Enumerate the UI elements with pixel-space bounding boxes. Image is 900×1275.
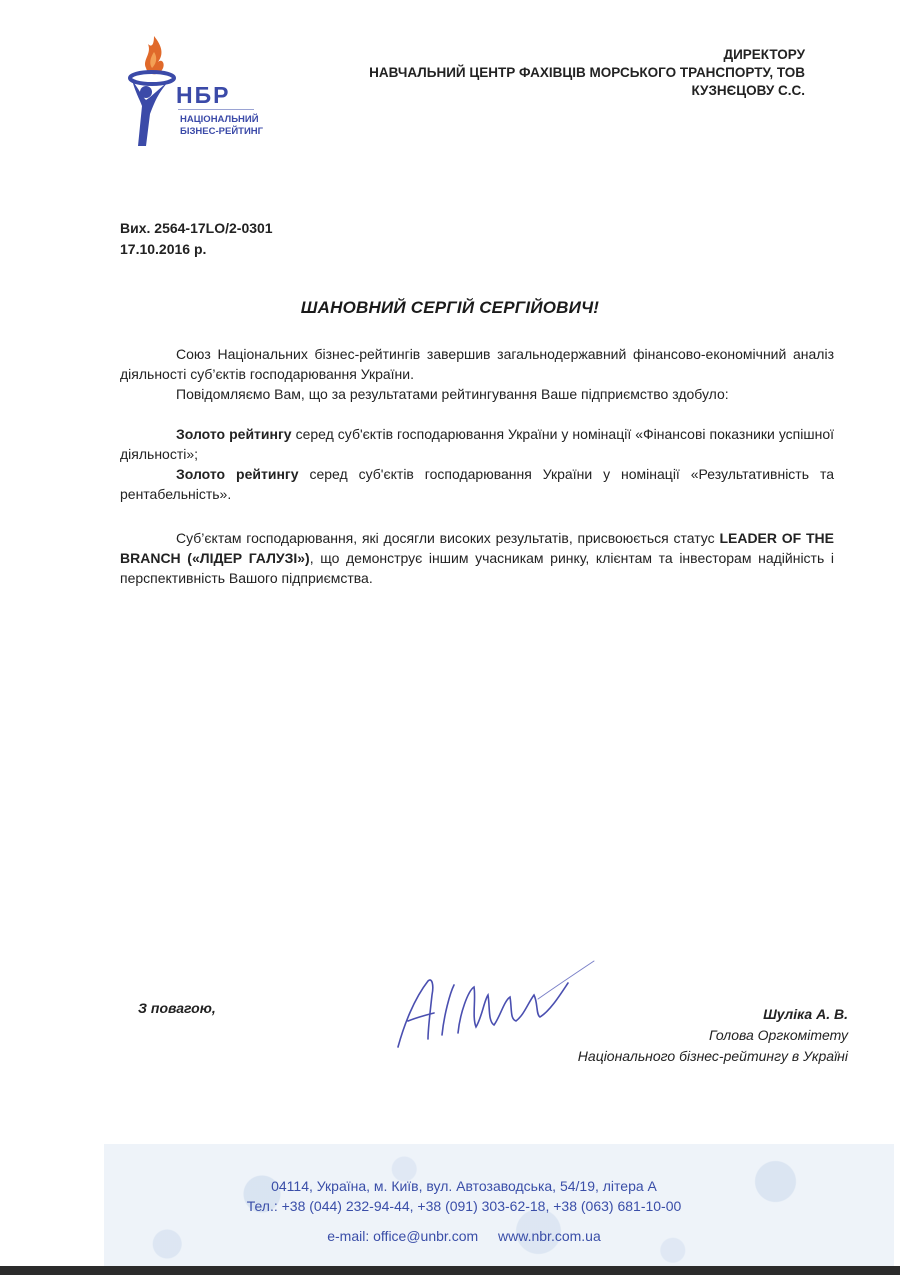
status-name: LEADER OF THE BRANCH («ЛІДЕР ГАЛУЗІ») [120,530,835,566]
signer-block [428,1004,848,1067]
status-description: , що демонструє іншим учасникам ринку, клієнтам та інвесторам надійність і перспективність Вашого підприємства. [120,550,834,586]
award-2-text: серед суб'єктів господарювання України у номінації «Результативність та рентабельність». [120,466,834,502]
scan-edge [0,1266,900,1275]
logo-name [180,114,280,138]
closing-phrase: З повагою, [138,1000,216,1016]
footer-email: e-mail: office@unbr.com [327,1228,479,1244]
recipient-organization: НАВЧАЛЬНИЙ ЦЕНТР ФАХІВЦІВ МОРСЬКОГО ТРАНСПОРТУ, ТОВ [369,65,805,80]
spacer [120,404,834,424]
reference-block [120,218,273,260]
status-intro: Суб’єктам господарювання, які досягли високих результатів, присвоюється статус [176,530,720,546]
award-1-text: серед суб'єктів господарювання України у номінації «Фінансові показники успішної діяльності»; [120,426,834,462]
footer-address: 04114, Україна, м. Київ, вул. Автозаводська, 54/19, літера А [271,1178,657,1194]
letter-date: 17.10.2016 р. [120,241,207,257]
signer-organization: Національного бізнес-рейтингу в Україні [577,1048,848,1064]
recipient-name: КУЗНЄЦОВУ С.С. [691,83,805,98]
footer-online [104,1226,824,1246]
award-2-title: Золото рейтингу [176,466,299,482]
award-item-2 [120,464,834,504]
outgoing-number: Вих. 2564-17LO/2-0301 [120,220,273,236]
logo-abbreviation: НБР [176,82,231,108]
footer-contacts [104,1176,824,1246]
recipient-block [285,46,805,100]
letter-body [120,344,834,588]
footer-website: www.nbr.com.ua [498,1228,601,1244]
body-paragraph-2: Повідомляємо Вам, що за результатами рейтингування Ваше підприємство здобуло: [176,386,729,402]
body-paragraph-1: Союз Національних бізнес-рейтингів завершив загальнодержавний фінансово-економічний аналіз діяльності суб’єктів господарювання України. [120,346,834,382]
signer-name: Шуліка А. В. [763,1006,848,1022]
nbr-logo [118,34,268,154]
spacer [120,504,834,528]
salutation: ШАНОВНИЙ СЕРГІЙ СЕРГІЙОВИЧ! [300,298,600,317]
body-paragraph-3 [120,528,834,588]
award-1-title: Золото рейтингу [176,426,292,442]
logo-name-line2: БІЗНЕС-РЕЙТИНГ [180,126,264,137]
logo-name-line1: НАЦІОНАЛЬНИЙ [180,114,259,125]
footer-phones: Тел.: +38 (044) 232-94-44, +38 (091) 303-62-18, +38 (063) 681-10-00 [246,1198,682,1214]
award-item-1 [120,424,834,464]
recipient-position: ДИРЕКТОРУ [723,47,805,62]
logo-divider [178,109,254,110]
signer-title: Голова Оргкомітету [709,1027,848,1043]
